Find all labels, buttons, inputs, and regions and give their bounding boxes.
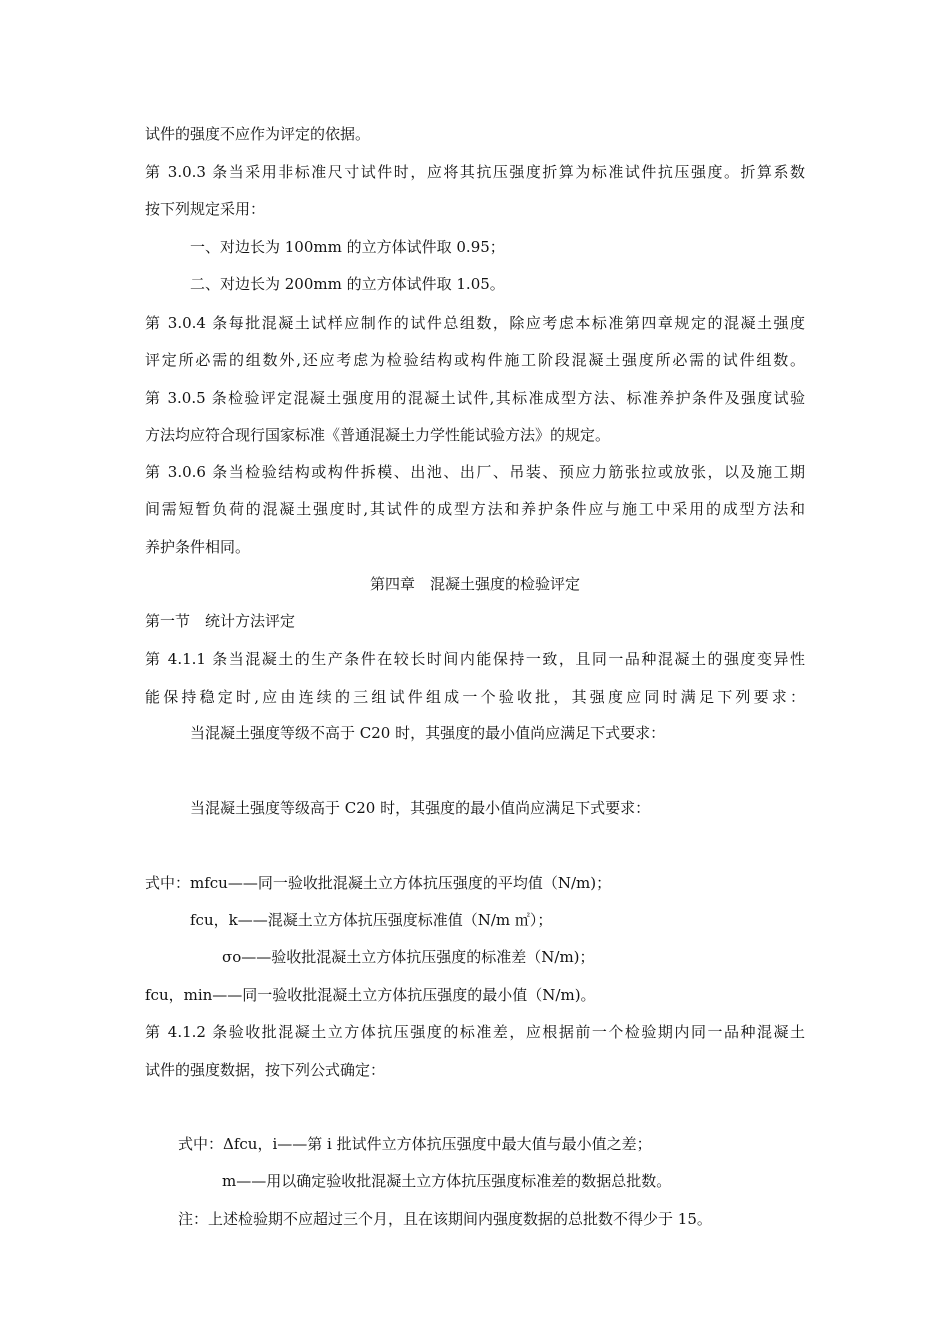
- text-line: 式中：Δfcu，i——第 i 批试件立方体抗压强度中最大值与最小值之差；: [178, 1135, 652, 1153]
- text-line: 第 3.0.5 条检验评定混凝土强度用的混凝土试件,其标准成型方法、标准养护条件及强度试验: [145, 389, 805, 407]
- text-line: 间需短暂负荷的混凝土强度时,其试件的成型方法和养护条件应与施工中采用的成型方法和: [145, 500, 805, 518]
- text-line: 养护条件相同。: [145, 538, 251, 556]
- section-heading: 第一节 统计方法评定: [145, 612, 296, 630]
- text-line: 试件的强度数据，按下列公式确定：: [145, 1061, 386, 1079]
- text-line: σo——验收批混凝土立方体抗压强度的标准差（N/m)；: [222, 948, 595, 966]
- text-line: 注：上述检验期不应超过三个月，且在该期间内强度数据的总批数不得少于 15。: [178, 1210, 712, 1228]
- text-line: 能保持稳定时,应由连续的三组试件组成一个验收批，其强度应同时满足下列要求：: [145, 688, 805, 706]
- text-line: 方法均应符合现行国家标准《普通混凝土力学性能试验方法》的规定。: [145, 426, 611, 444]
- text-line: 第 4.1.1 条当混凝土的生产条件在较长时间内能保持一致，且同一品种混凝土的强度变异性: [145, 650, 805, 668]
- text-line: 一、对边长为 100mm 的立方体试件取 0.95；: [190, 238, 505, 256]
- text-line: 当混凝土强度等级不高于 C20 时，其强度的最小值尚应满足下式要求：: [190, 724, 666, 742]
- text-line: 试件的强度不应作为评定的依据。: [145, 125, 371, 143]
- text-line: fcu，k——混凝土立方体抗压强度标准值（N/m ㎡）；: [190, 911, 553, 929]
- text-line: 当混凝土强度等级高于 C20 时，其强度的最小值尚应满足下式要求：: [190, 799, 651, 817]
- text-line: fcu，min——同一验收批混凝土立方体抗压强度的最小值（N/m)。: [145, 986, 596, 1004]
- text-line: 第 3.0.6 条当检验结构或构件拆模、出池、出厂、吊装、预应力筋张拉或放张，以及施工期: [145, 463, 805, 481]
- text-line: 式中：mfcu——同一验收批混凝土立方体抗压强度的平均值（N/m)；: [145, 874, 612, 892]
- text-line: 第 3.0.4 条每批混凝土试样应制作的试件总组数，除应考虑本标准第四章规定的混凝土强度: [145, 314, 805, 332]
- text-line: 第 3.0.3 条当采用非标准尺寸试件时，应将其抗压强度折算为标准试件抗压强度。折算系数: [145, 163, 805, 181]
- text-line: 按下列规定采用：: [145, 200, 266, 218]
- text-line: 评定所必需的组数外,还应考虑为检验结构或构件施工阶段混凝土强度所必需的试件组数。: [145, 351, 805, 369]
- chapter-heading: 第四章 混凝土强度的检验评定: [369, 575, 580, 593]
- text-line: 第 4.1.2 条验收批混凝土立方体抗压强度的标准差，应根据前一个检验期内同一品种混凝土: [145, 1023, 805, 1041]
- text-line: 二、对边长为 200mm 的立方体试件取 1.05。: [190, 275, 505, 293]
- text-line: m——用以确定验收批混凝土立方体抗压强度标准差的数据总批数。: [222, 1172, 672, 1190]
